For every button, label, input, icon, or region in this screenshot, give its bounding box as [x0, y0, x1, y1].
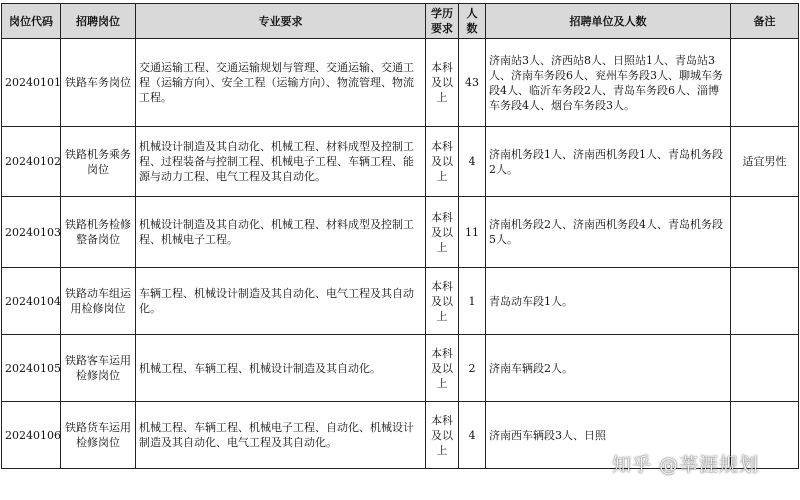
cell-post: 铁路机务乘务岗位 [61, 127, 136, 197]
cell-units: 青岛动车段1人。 [486, 268, 731, 335]
header-major: 专业要求 [136, 4, 426, 39]
watermark: 知乎 @莘涯规划 [612, 454, 760, 476]
cell-code: 20240104 [2, 268, 61, 335]
cell-count: 43 [459, 39, 486, 127]
cell-code: 20240103 [2, 197, 61, 268]
recruitment-table [1, 3, 799, 469]
cell-education: 本科及以上 [426, 268, 459, 335]
cell-count: 2 [459, 335, 486, 402]
cell-post: 铁路机务检修整备岗位 [61, 197, 136, 268]
header-education: 学历要求 [426, 4, 459, 39]
cell-major: 交通运输工程、交通运输规划与管理、交通运输、交通工程（运输方向）、安全工程（运输方向）、物流管理、物流工程。 [136, 39, 426, 127]
cell-code: 20240106 [2, 402, 61, 469]
header-post: 招聘岗位 [61, 4, 136, 39]
cell-education: 本科及以上 [426, 197, 459, 268]
cell-notes [731, 39, 799, 127]
cell-count: 4 [459, 127, 486, 197]
table-row [2, 268, 799, 335]
cell-code: 20240105 [2, 335, 61, 402]
cell-units: 济南站3人、济西站8人、日照站1人、青岛站3人、济南车务段6人、兖州车务段3人、聊城车务段4人、临沂车务段2人、青岛车务段6人、淄博车务段4人、烟台车务段3人。 [486, 39, 731, 127]
table-row [2, 39, 799, 127]
cell-education: 本科及以上 [426, 335, 459, 402]
cell-units: 济南车辆段2人。 [486, 335, 731, 402]
cell-major: 机械工程、车辆工程、机械设计制造及其自动化。 [136, 335, 426, 402]
cell-count: 11 [459, 197, 486, 268]
cell-count: 1 [459, 268, 486, 335]
cell-education: 本科及以上 [426, 402, 459, 469]
cell-major: 车辆工程、机械设计制造及其自动化、电气工程及其自动化。 [136, 268, 426, 335]
cell-post: 铁路动车组运用检修岗位 [61, 268, 136, 335]
cell-notes [731, 268, 799, 335]
cell-code: 20240101 [2, 39, 61, 127]
table-row [2, 127, 799, 197]
header-code: 岗位代码 [2, 4, 61, 39]
cell-units: 济南机务段1人、济南西机务段1人、青岛机务段2人。 [486, 127, 731, 197]
cell-units: 济南机务段2人、济南西机务段4人、青岛机务段5人。 [486, 197, 731, 268]
cell-education: 本科及以上 [426, 39, 459, 127]
cell-post: 铁路客车运用检修岗位 [61, 335, 136, 402]
cell-code: 20240102 [2, 127, 61, 197]
cell-education: 本科及以上 [426, 127, 459, 197]
table-row [2, 197, 799, 268]
cell-notes: 适宜男性 [731, 127, 799, 197]
cell-major: 机械设计制造及其自动化、机械工程、材料成型及控制工程、过程装备与控制工程、机械电子工程、车辆工程、能源与动力工程、电气工程及其自动化。 [136, 127, 426, 197]
cell-post: 铁路货车运用检修岗位 [61, 402, 136, 469]
cell-major: 机械设计制造及其自动化、机械工程、材料成型及控制工程、机械电子工程。 [136, 197, 426, 268]
cell-major: 机械工程、车辆工程、机械电子工程、自动化、机械设计制造及其自动化、电气工程及其自动化。 [136, 402, 426, 469]
cell-post: 铁路车务岗位 [61, 39, 136, 127]
cell-units: 济南西车辆段3人、日照 [486, 402, 731, 469]
header-count: 人数 [459, 4, 486, 39]
header-units: 招聘单位及人数 [486, 4, 731, 39]
cell-count: 4 [459, 402, 486, 469]
cell-notes [731, 335, 799, 402]
cell-notes [731, 197, 799, 268]
header-notes: 备注 [731, 4, 799, 39]
header-row [2, 4, 799, 39]
table-row [2, 335, 799, 402]
